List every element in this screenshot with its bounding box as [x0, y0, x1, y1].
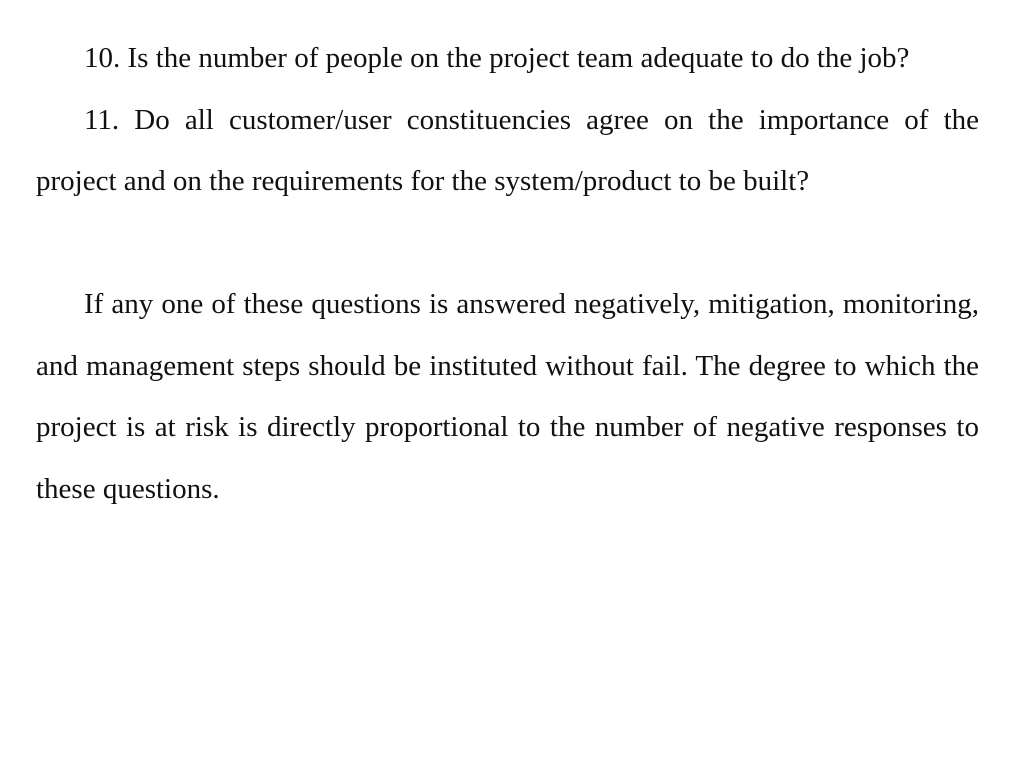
conclusion-paragraph: If any one of these questions is answered negatively, mitigation, monitoring, and management steps should be instituted without fail. The degree to which the project is at risk is directly proportional to the number of negative responses to these questions. [36, 288, 979, 505]
question-10-paragraph: 10. Is the number of people on the project team adequate to do the job? [84, 42, 910, 74]
document-page [36, 28, 979, 520]
question-11-paragraph: 11. Do all customer/user constituencies agree on the importance of the project and on the requirements for the system/product to be built? [36, 103, 979, 197]
paragraph-gap [36, 213, 979, 275]
